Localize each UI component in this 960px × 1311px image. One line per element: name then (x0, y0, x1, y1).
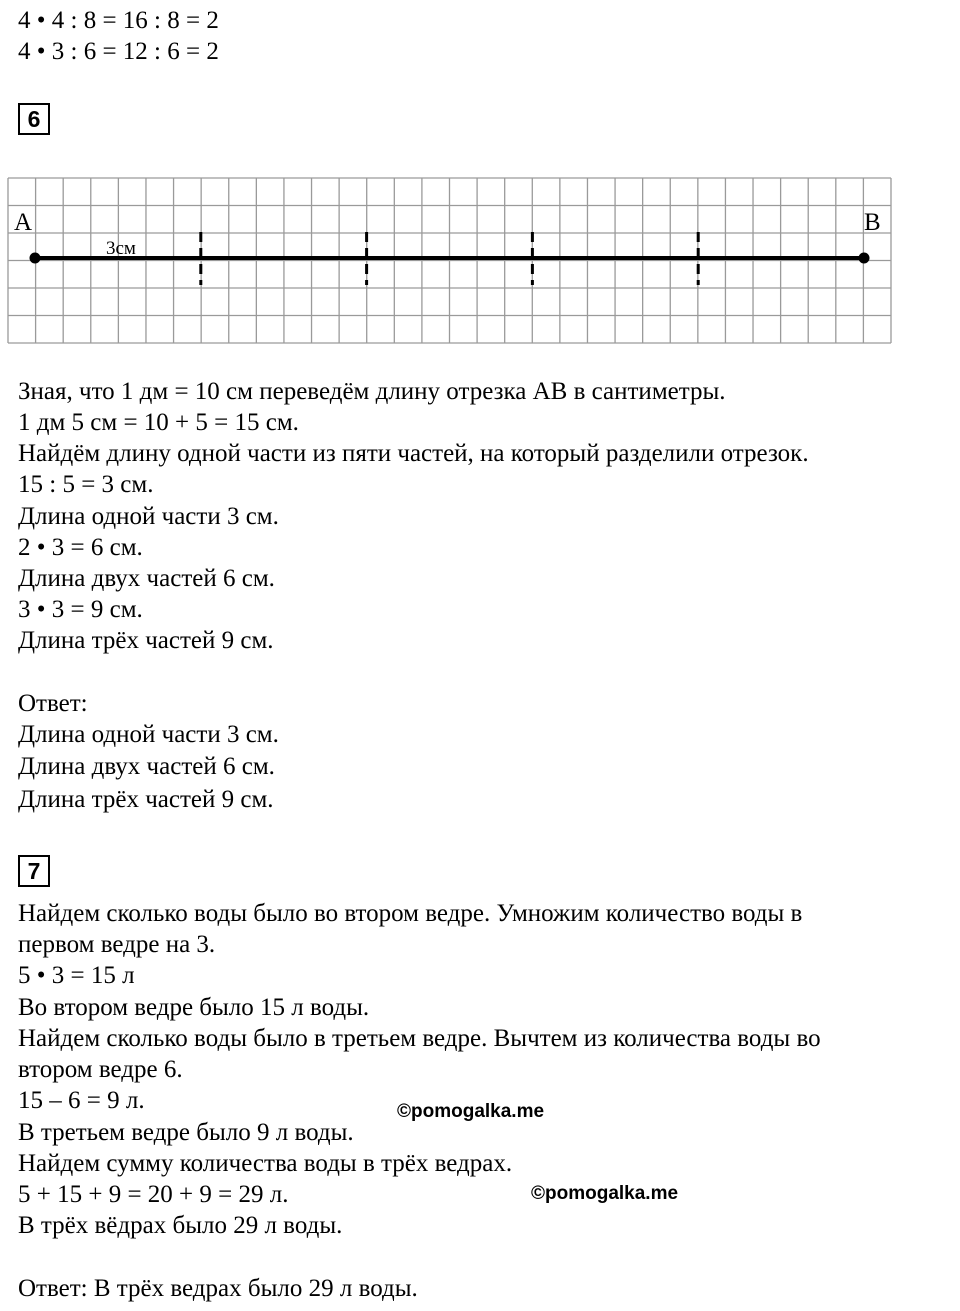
task-number-7: 7 (18, 855, 50, 887)
text-line: 15 – 6 = 9 л. (18, 1087, 145, 1114)
text-line: Длина двух частей 6 см. (18, 565, 275, 592)
answer-line: Ответ: В трёх ведрах было 29 л воды. (18, 1275, 418, 1302)
watermark: ©pomogalka.me (531, 1183, 679, 1204)
label-b: B (864, 209, 881, 236)
text-line: 2 • 3 = 6 см. (18, 534, 143, 561)
label-a: A (14, 209, 33, 236)
text-line: первом ведре на 3. (18, 931, 216, 958)
text-line: Найдем сколько воды было во втором ведре. Умножим количество воды в (18, 900, 803, 927)
text-line: 5 • 3 = 15 л (18, 962, 135, 989)
text-line: В трёх вёдрах было 29 л воды. (18, 1212, 343, 1239)
part-label: 3см (106, 238, 136, 259)
text-line: втором ведре 6. (18, 1056, 183, 1083)
answer-line: Длина одной части 3 см. (18, 721, 279, 748)
point-b (859, 253, 870, 264)
answer-title: Ответ: (18, 690, 88, 717)
text-line: 1 дм 5 см = 10 + 5 = 15 см. (18, 409, 299, 436)
text-line: 3 • 3 = 9 см. (18, 596, 143, 623)
text-line: Длина одной части 3 см. (18, 503, 279, 530)
text-line: 15 : 5 = 3 см. (18, 471, 154, 498)
text-line: В третьем ведре было 9 л воды. (18, 1119, 354, 1146)
task-number-6: 6 (18, 103, 50, 135)
text-line: 4 • 4 : 8 = 16 : 8 = 2 (18, 7, 219, 34)
answer-line: Длина двух частей 6 см. (18, 753, 275, 780)
watermark: ©pomogalka.me (397, 1101, 545, 1122)
grid (8, 178, 891, 343)
text-line: Во втором ведре было 15 л воды. (18, 994, 370, 1021)
text-line: Найдём длину одной части из пяти частей, на который разделили отрезок. (18, 440, 809, 467)
text-line: Найдем сумму количества воды в трёх ведрах. (18, 1150, 513, 1177)
text-line: Зная, что 1 дм = 10 см переведём длину отрезка АВ в сантиметры. (18, 378, 726, 405)
text-line: 5 + 15 + 9 = 20 + 9 = 29 л. (18, 1181, 289, 1208)
answer-line: Длина трёх частей 9 см. (18, 786, 274, 813)
text-line: Длина трёх частей 9 см. (18, 627, 274, 654)
text-line: Найдем сколько воды было в третьем ведре. Вычтем из количества воды во (18, 1025, 821, 1052)
segment-figure (0, 0, 960, 360)
text-line: 4 • 3 : 6 = 12 : 6 = 2 (18, 38, 219, 65)
point-a (30, 253, 41, 264)
